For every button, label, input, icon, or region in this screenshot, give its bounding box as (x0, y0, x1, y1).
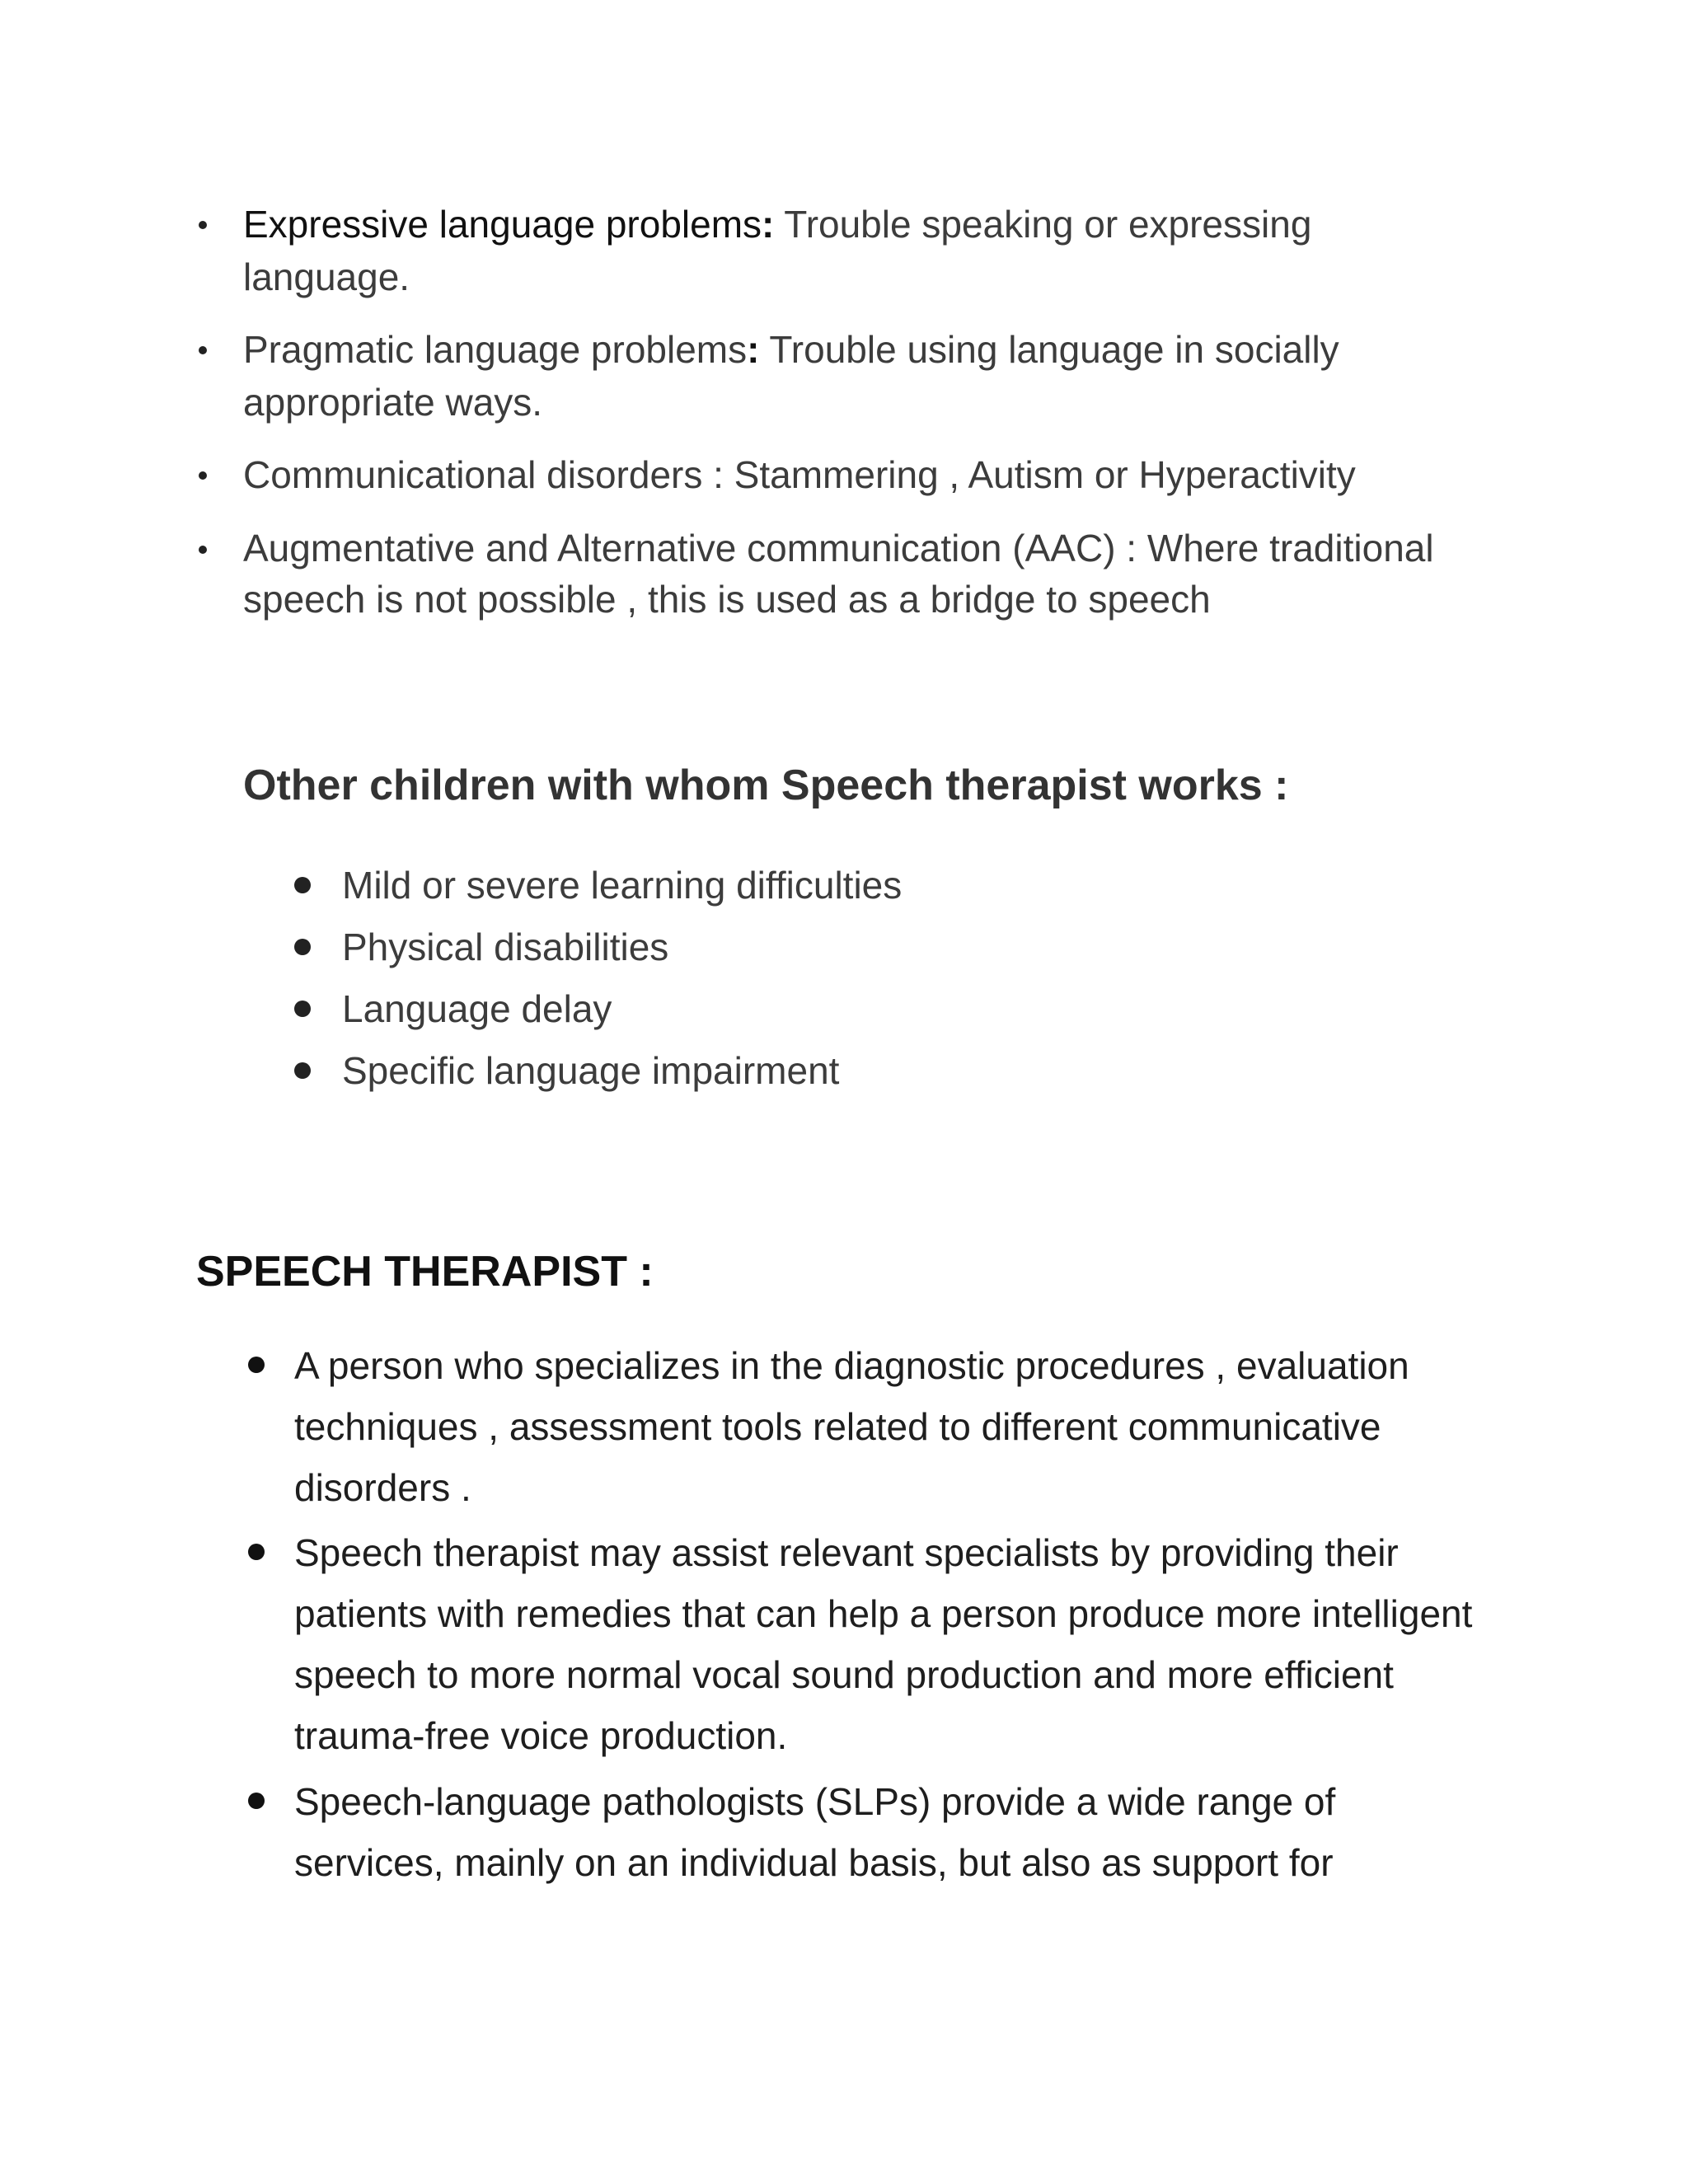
list-item-colon: : (762, 203, 775, 246)
list-item (342, 982, 612, 1035)
bullet-icon (248, 1793, 265, 1809)
list-item (342, 859, 902, 912)
list-item (243, 323, 1479, 429)
list-item (243, 523, 1479, 625)
list-item-text: Trouble speaking or expressing language. (243, 203, 1312, 298)
list-item-text: Physical disabilities (342, 926, 669, 968)
list-item (294, 1771, 1481, 1893)
bullet-icon (294, 877, 311, 893)
list-item (342, 1044, 839, 1097)
other-children-heading: Other children with whom Speech therapist works : (243, 762, 1289, 809)
bullet-icon (294, 939, 311, 955)
list-item-text: Speech-language pathologists (SLPs) provide a wide range of services, mainly on an individual basis, but also as support for (294, 1780, 1336, 1884)
list-item-text: Communicational disorders : Stammering , Autism or Hyperactivity (243, 453, 1356, 496)
list-item-term: Pragmatic language problems (243, 328, 748, 371)
list-item-text: Language delay (342, 987, 612, 1030)
list-item-text: Specific language impairment (342, 1049, 840, 1092)
list-item (243, 448, 1479, 501)
bullet-icon (248, 1544, 265, 1560)
bullet-icon (199, 221, 207, 229)
bullet-icon (294, 1001, 311, 1017)
speech-therapist-heading: SPEECH THERAPIST : (196, 1248, 654, 1296)
bullet-icon (294, 1062, 311, 1079)
list-item-text: Augmentative and Alternative communication (AAC) : Where traditional speech is not possible , this is used as a bridge to speech (243, 527, 1434, 621)
list-item-text: Mild or severe learning difficulties (342, 864, 903, 907)
list-item (294, 1522, 1481, 1766)
list-item-text: Trouble using language in socially appropriate ways. (243, 328, 1339, 424)
bullet-icon (248, 1357, 265, 1373)
list-item-text: Speech therapist may assist relevant specialists by providing their patients with remedies that can help a person produce more intelligent speech to more normal vocal sound production and more efficient trauma-free voice production. (294, 1531, 1473, 1757)
list-item (294, 1335, 1481, 1518)
bullet-icon (199, 546, 207, 554)
list-item-text: A person who specializes in the diagnostic procedures , evaluation techniques , assessment tools related to different communicative disorders . (294, 1344, 1409, 1509)
list-item-colon: : (747, 328, 760, 371)
list-item (342, 921, 668, 973)
list-item-term: Expressive language problems (243, 203, 762, 246)
bullet-icon (199, 346, 207, 354)
list-item (243, 198, 1479, 303)
bullet-icon (199, 471, 207, 480)
